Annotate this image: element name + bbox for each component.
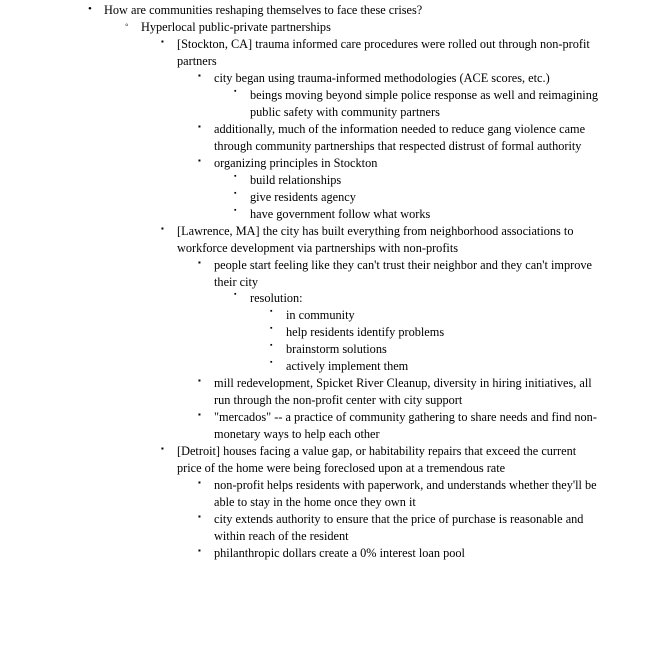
bullet-square-icon: ▪ [198,376,201,386]
list-item [198,257,658,291]
list-item [198,375,658,409]
bullet-square-icon: ▪ [198,478,201,488]
list-item [270,324,658,341]
bullet-square-icon: ▪ [198,257,201,267]
bullet-square-icon: ▪ [161,223,164,233]
outline-level-4 [198,477,658,562]
list-item [198,477,658,511]
list-item [161,443,658,477]
bullet-square-icon: ▪ [161,444,164,454]
outline-level-5 [234,172,658,223]
list-item-text: city extends authority to ensure that the price of purchase is reasonable and within reach of the resident [214,512,584,544]
list-item-text: brainstorm solutions [286,342,387,357]
list-item-text: city began using trauma-informed methodologies (ACE scores, etc.) [214,70,550,85]
outline-group [198,172,658,223]
outline-group [161,257,658,444]
list-item [161,36,658,70]
list-item-text: actively implement them [286,359,409,374]
list-item-text: help residents identify problems [286,325,445,340]
list-item [198,121,658,155]
list-item-text: give residents agency [250,189,356,204]
bullet-square-icon: ▪ [270,341,273,350]
list-item-text: non-profit helps residents with paperwork, and understands whether they'll be able to stay in the home once they own it [214,478,597,510]
list-item-text: Hyperlocal public-private partnerships [141,19,331,34]
list-item [270,341,658,358]
list-item-text: in community [286,308,355,323]
outline-level-5 [234,290,658,375]
outline-level-1 [88,2,658,562]
list-item [270,358,658,375]
list-item [198,409,658,443]
list-item-text: [Detroit] houses facing a value gap, or habitability repairs that exceed the current price of the home were being foreclosed upon at a tremendous rate [177,444,577,476]
bullet-circle-icon: ◦ [125,19,129,31]
bullet-square-icon: ▪ [198,512,201,522]
list-item [88,2,658,19]
list-item [198,545,658,562]
bullet-square-icon: ▪ [234,86,237,95]
list-item-text: "mercados" -- a practice of community gathering to share needs and find non-monetary ways to help each other [214,410,597,442]
list-item [234,189,658,206]
list-item-text: How are communities reshaping themselves to face these crises? [104,3,423,17]
list-item-text: resolution: [250,291,303,306]
bullet-square-icon: ▪ [198,70,201,80]
bullet-square-icon: ▪ [234,290,237,299]
list-item [270,307,658,324]
bullet-square-icon: ▪ [161,36,164,46]
list-item-text: build relationships [250,172,342,187]
list-item [234,206,658,223]
outline-level-3 [161,36,658,562]
outline-group [234,307,658,375]
list-item-text: [Stockton, CA] trauma informed care procedures were rolled out through non-profit partners [177,36,590,68]
list-item-text: additionally, much of the information needed to reduce gang violence came through community partnerships that respected distrust of formal authority [214,121,586,153]
list-item [198,511,658,545]
list-item-text: have government follow what works [250,206,431,221]
bullet-square-icon: ▪ [234,205,237,214]
outline-level-4 [198,257,658,444]
list-item [198,155,658,172]
list-item-text: philanthropic dollars create a 0% interest loan pool [214,546,465,560]
list-item-text: people start feeling like they can't trust their neighbor and they can't improve their city [214,257,592,289]
list-item [198,70,658,87]
list-item-text: beings moving beyond simple police response as well and reimagining public safety with community partners [250,87,598,119]
outline-group [88,19,658,562]
bullet-square-icon: ▪ [198,121,201,131]
outline-group [198,87,658,121]
list-item-text: organizing principles in Stockton [214,155,378,170]
bullet-square-icon: ▪ [198,410,201,420]
bullet-square-icon: ▪ [270,307,273,316]
list-item [234,87,658,121]
outline-group [198,290,658,375]
outline-level-2 [125,19,658,562]
outline-group [161,70,658,223]
list-item-text: mill redevelopment, Spicket River Cleanup, diversity in hiring initiatives, all run through the non-profit center with city support [214,376,592,408]
outline-level-6 [270,307,658,375]
bullet-square-icon: ▪ [234,171,237,180]
outline-level-4 [198,70,658,223]
bullet-square-icon: ▪ [270,358,273,367]
outline-group [161,477,658,562]
bullet-square-icon: ▪ [234,188,237,197]
list-item [161,223,658,257]
list-item [234,290,658,307]
list-item [234,172,658,189]
list-item-text: [Lawrence, MA] the city has built everything from neighborhood associations to workforce development via partnerships with non-profits [177,223,574,255]
bullet-disc-icon: • [88,3,92,15]
bullet-square-icon: ▪ [198,155,201,165]
bullet-square-icon: ▪ [270,324,273,333]
outline-group [125,36,658,562]
bullet-square-icon: ▪ [198,546,201,555]
outline-level-5 [234,87,658,121]
list-item [125,19,658,36]
